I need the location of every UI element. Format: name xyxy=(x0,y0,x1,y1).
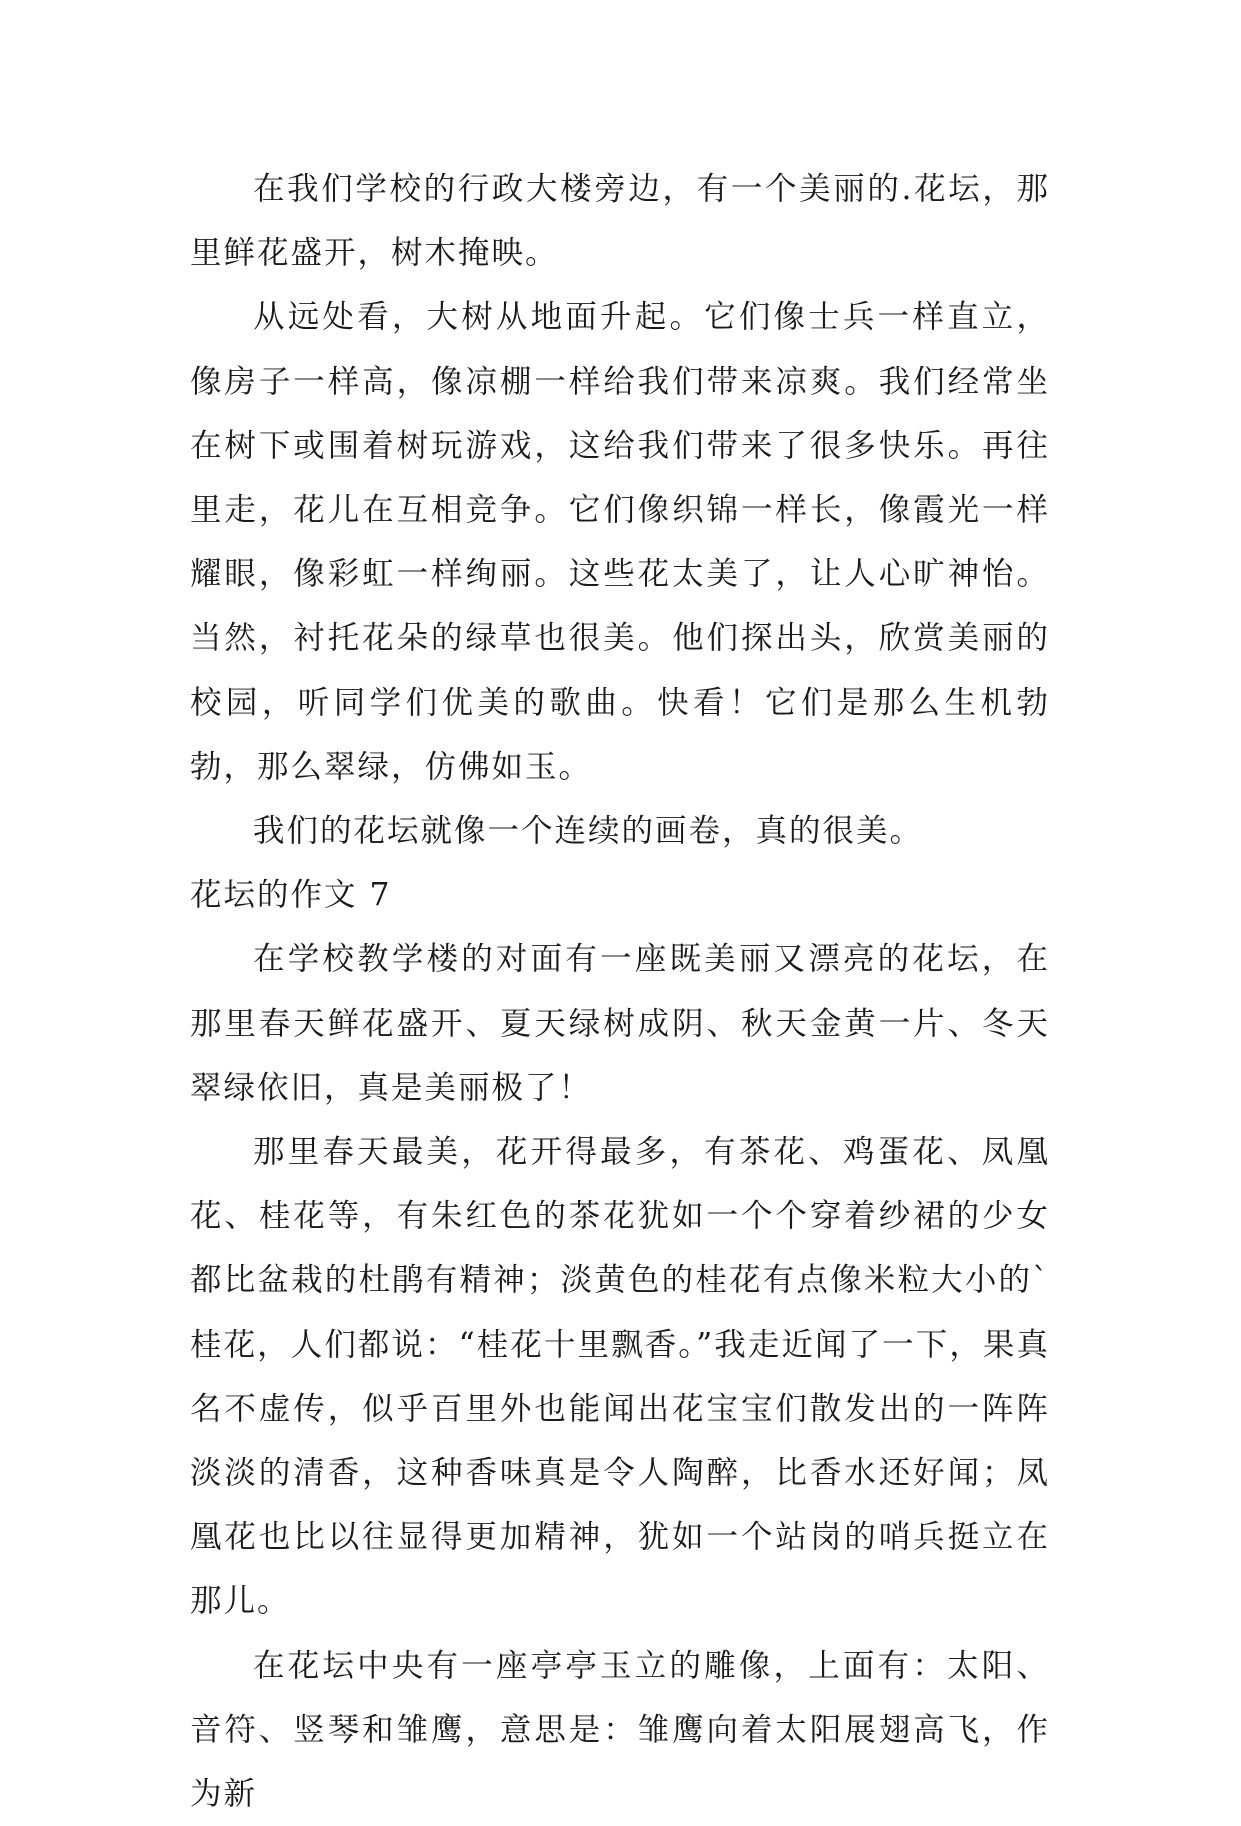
paragraph: 在学校教学楼的对面有一座既美丽又漂亮的花坛，在那里春天鲜花盛开、夏天绿树成阴、秋天金黄一片、冬天翠绿依旧，真是美丽极了！ xyxy=(190,941,1050,1106)
paragraph: 从远处看，大树从地面升起。它们像士兵一样直立，像房子一样高，像凉棚一样给我们带来凉爽。我们经常坐在树下或围着树玩游戏，这给我们带来了很多快乐。再往里走，花儿在互相竞争。它们像织锦一样长，像霞光一样耀眼，像彩虹一样绚丽。这些花太美了，让人心旷神怡。当然，衬托花朵的绿草也很美。他们探出头，欣赏美丽的校园，听同学们优美的歌曲。快看！它们是那么生机勃勃，那么翠绿，仿佛如玉。 xyxy=(190,299,1050,785)
paragraph: 我们的花坛就像一个连续的画卷，真的很美。 xyxy=(253,813,924,850)
document-body xyxy=(190,157,1050,1826)
paragraph: 那里春天最美，花开得最多，有茶花、鸡蛋花、凤凰花、桂花等，有朱红色的茶花犹如一个个穿着纱裙的少女都比盆栽的杜鹃有精神；淡黄色的桂花有点像米粒大小的`桂花，人们都说：“桂花十里飘香。”我走近闻了一下，果真名不虚传，似乎百里外也能闻出花宝宝们散发出的一阵阵淡淡的清香，这种香味真是令人陶醉，比香水还好闻；凤凰花也比以往显得更加精神，犹如一个站岗的哨兵挺立在那儿。 xyxy=(190,1134,1050,1620)
paragraph: 在我们学校的行政大楼旁边，有一个美丽的.花坛，那里鲜花盛开，树木掩映。 xyxy=(190,171,1050,272)
section-heading: 花坛的作文 7 xyxy=(190,877,392,914)
paragraph: 在花坛中央有一座亭亭玉立的雕像，上面有：太阳、音符、竖琴和雏鹰，意思是：雏鹰向着太阳展翅高飞，作为新 xyxy=(190,1647,1050,1813)
